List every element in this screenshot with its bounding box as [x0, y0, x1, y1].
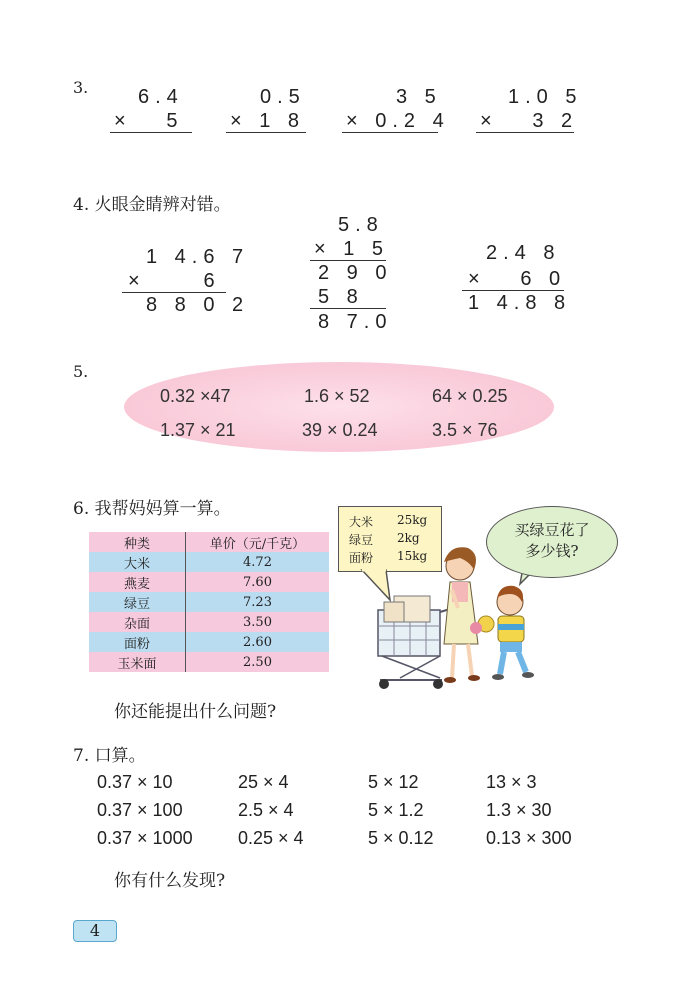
list-item-amount: 15kg	[397, 549, 428, 563]
q4-p3-line	[462, 290, 564, 291]
table-header-row	[89, 532, 329, 552]
table-cell-price: 3.50	[243, 614, 272, 630]
list-item-amount: 25kg	[397, 513, 428, 527]
q7-heading	[73, 741, 146, 766]
table-row	[89, 612, 329, 632]
table-row	[89, 572, 329, 592]
table-cell-price: 4.72	[243, 554, 272, 570]
q6-number: 6.	[73, 499, 90, 519]
oral-r3-c2: 0.25 × 4	[238, 828, 304, 848]
q3-p1-line	[110, 132, 192, 133]
table-cell-kind: 燕麦	[89, 572, 186, 592]
q4-p1-result: 8 8 0 2	[146, 294, 250, 316]
q3-p3-top: 3 5	[396, 86, 442, 108]
q4-p2-result: 8 7.0	[318, 311, 393, 333]
q6-question: 你还能提出什么问题?	[114, 702, 277, 722]
q4-p2-top: 5.8	[338, 214, 384, 236]
speech-line-1: 买绿豆花了	[514, 521, 590, 539]
q5-number: 5.	[73, 362, 89, 381]
table-row	[89, 592, 329, 612]
q4-p2-r1: 2 9 0	[318, 262, 393, 284]
q3-p1-bottom: × 5	[114, 110, 184, 132]
q5-r2-a: 1.37 × 21	[160, 420, 236, 440]
q4-p3-mult: × 6 0	[468, 268, 567, 290]
q3-p4-top: 1.0 5	[508, 86, 583, 108]
q3-p2-bottom: × 1 8	[230, 110, 306, 132]
list-item-name: 面粉	[349, 551, 374, 565]
table-cell-kind: 玉米面	[89, 652, 186, 672]
q6-title: 我帮妈妈算一算。	[94, 499, 231, 519]
table-cell-kind: 大米	[89, 552, 186, 572]
q4-p2-r2: 5 8	[318, 286, 364, 308]
q4-p2-mult: × 1 5	[314, 238, 390, 260]
q4-title: 火眼金睛辨对错。	[94, 195, 231, 215]
q4-p2-line1	[310, 260, 386, 261]
q4-p2-line2	[310, 308, 386, 309]
mother-son-shopping-illustration	[370, 540, 550, 692]
q6-heading	[73, 494, 231, 519]
page-number: 4	[73, 920, 117, 942]
table-row	[89, 652, 329, 672]
oral-r1-c3: 5 × 12	[368, 772, 419, 792]
q4-p3-result: 1 4.8 8	[468, 292, 572, 314]
q4-p1-mult: × 6	[128, 270, 221, 292]
table-row	[89, 552, 329, 572]
table-cell-price: 2.60	[243, 634, 272, 650]
table-header-kind: 种类	[89, 532, 186, 552]
table-cell-price: 7.23	[243, 594, 272, 610]
table-header-price: 单价（元/千克）	[209, 536, 306, 552]
q4-p3-top: 2.4 8	[486, 242, 561, 264]
list-item-amount: 2kg	[397, 531, 420, 545]
q3-p2-line	[226, 132, 306, 133]
table-cell-price: 7.60	[243, 574, 272, 590]
q4-p1-top: 1 4.6 7	[146, 246, 250, 268]
q3-p3-line	[342, 132, 438, 133]
q3-p3-bottom: × 0.2 4	[346, 110, 450, 132]
mother-figure	[444, 547, 480, 683]
q5-r1-a: 0.32 ×47	[160, 386, 231, 406]
oral-r1-c4: 13 × 3	[486, 772, 537, 792]
oral-r1-c2: 25 × 4	[238, 772, 289, 792]
table-cell-kind: 杂面	[89, 612, 186, 632]
table-cell-price: 2.50	[243, 654, 272, 670]
q3-number: 3.	[73, 78, 89, 97]
table-row	[89, 632, 329, 652]
speech-line-2: 多少钱?	[525, 542, 579, 560]
q4-number: 4.	[73, 195, 90, 215]
q7-title: 口算。	[94, 746, 146, 766]
q3-p2-top: 0.5	[260, 86, 306, 108]
q3-p4-bottom: × 3 2	[480, 110, 579, 132]
q3-p4-line	[476, 132, 574, 133]
q5-r2-b: 39 × 0.24	[302, 420, 378, 440]
oral-r2-c2: 2.5 × 4	[238, 800, 294, 820]
oral-r2-c3: 5 × 1.2	[368, 800, 424, 820]
oral-r2-c4: 1.3 × 30	[486, 800, 552, 820]
table-cell-kind: 面粉	[89, 632, 186, 652]
q5-r1-b: 1.6 × 52	[304, 386, 370, 406]
oral-r2-c1: 0.37 × 100	[97, 800, 183, 820]
boy-figure	[492, 586, 534, 680]
q3-p1-top: 6.4	[138, 86, 184, 108]
price-table	[89, 532, 329, 672]
q4-p1-line	[122, 292, 226, 293]
oral-r3-c3: 5 × 0.12	[368, 828, 434, 848]
oral-r3-c4: 0.13 × 300	[486, 828, 572, 848]
list-item-name: 绿豆	[349, 533, 374, 547]
q7-question: 你有什么发现?	[114, 871, 226, 891]
table-cell-kind: 绿豆	[89, 592, 186, 612]
q5-r1-c: 64 × 0.25	[432, 386, 508, 406]
q5-r2-c: 3.5 × 76	[432, 420, 498, 440]
q4-heading	[73, 190, 231, 215]
oral-r3-c1: 0.37 × 1000	[97, 828, 193, 848]
oral-r1-c1: 0.37 × 10	[97, 772, 173, 792]
list-item-name: 大米	[349, 515, 374, 529]
q7-number: 7.	[73, 746, 90, 766]
